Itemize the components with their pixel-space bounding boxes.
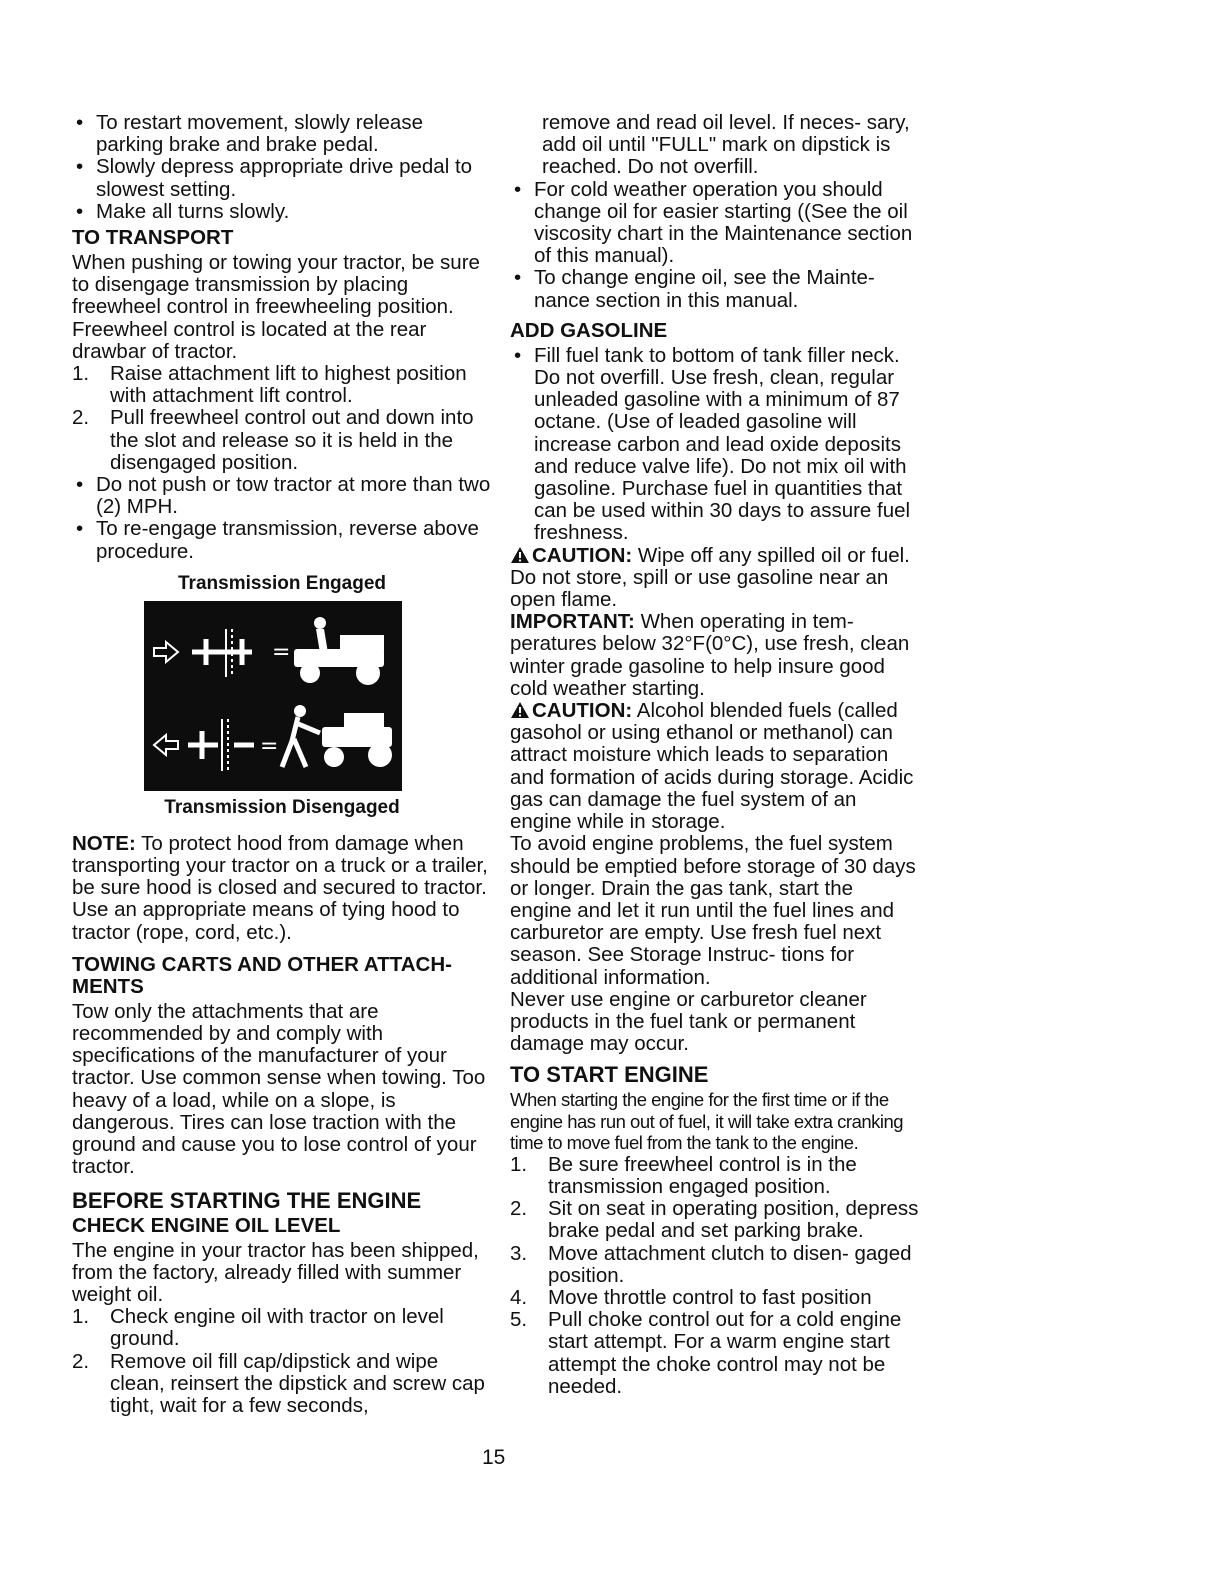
bullet-item: • Make all turns slowly.	[72, 201, 492, 223]
step-text: Pull choke control out for a cold engine start attempt. For a warm engine start attempt the choke control may not be needed.	[548, 1308, 902, 1398]
start-steps	[510, 1154, 920, 1398]
warning-icon	[510, 546, 530, 564]
step-text: Move throttle control to fast position	[548, 1286, 872, 1310]
oil-steps	[72, 1306, 492, 1417]
bullet-item: • To restart movement, slowly release parking brake and brake pedal.	[72, 112, 492, 156]
caution-fuel-paragraph	[510, 545, 920, 612]
step-number: 2.	[72, 1349, 90, 1373]
step-text: Pull freewheel control out and down into the slot and release so it is held in the disengaged position.	[110, 406, 474, 474]
step-number: 1.	[510, 1152, 528, 1176]
right-arrow-icon	[154, 642, 178, 662]
caution-text: Wipe off any spilled oil or fuel. Do not store, spill or use gasoline near an open flame.	[510, 543, 910, 612]
warning-icon	[510, 701, 530, 719]
step-item	[510, 1309, 920, 1398]
step-item	[72, 407, 492, 474]
right-column	[510, 112, 920, 1398]
step-item	[510, 1198, 920, 1242]
caution-label: CAUTION:	[532, 699, 633, 723]
bullet-item: • Fill fuel tank to bottom of tank filler neck. Do not overfill. Use fresh, clean, regular unleaded gasoline with a minimum of 87 octane. (Use of leaded gasoline will increase carbon and lead oxide deposits and reduce valve life). Do not mix oil with gasoline. Purchase fuel in quantities that can be used within 30 days to assure fuel freshness.	[510, 345, 920, 545]
restart-bullet-list	[72, 112, 492, 223]
step-text: Remove oil fill cap/dipstick and wipe clean, reinsert the dipstick and screw cap tight, wait for a few seconds,	[110, 1349, 485, 1417]
step-number: 3.	[510, 1241, 528, 1265]
step-number: 2.	[72, 406, 90, 430]
oil-continuation: remove and read oil level. If neces- sary, add oil until "FULL" mark on dipstick is reached. Do not overfill.	[542, 111, 910, 179]
never-use-cleaner-paragraph: Never use engine or carburetor cleaner products in the fuel tank or permanent damage may occur.	[510, 987, 867, 1056]
figure-caption-disengaged: Transmission Disengaged	[164, 796, 400, 818]
oil-intro: The engine in your tractor has been shipped, from the factory, already filled with summer weight oil.	[72, 1238, 479, 1306]
pushing-person-tractor-icon	[282, 705, 392, 767]
bullet-item: • To re-engage transmission, reverse above procedure.	[72, 518, 492, 562]
left-arrow-icon	[154, 735, 178, 755]
towing-text: Tow only the attachments that are recommended by and comply with specifications of the manufacturer of your tractor. Use common sense when towing. Too heavy of a load, while on a slope, is dangerous. Tires can lose traction with the ground and cause you to lose control of your tractor.	[72, 999, 486, 1179]
check-oil-heading: CHECK ENGINE OIL LEVEL	[72, 1213, 341, 1237]
important-text: When operating in tem- peratures below 32°F(0°C), use fresh, clean winter grade gasoline to help insure good cold weather starting.	[510, 610, 910, 700]
equals-sign: =	[272, 639, 291, 665]
step-number: 2.	[510, 1197, 528, 1221]
start-engine-heading: TO START ENGINE	[510, 1062, 709, 1088]
transport-steps	[72, 363, 492, 474]
bullet-item: • For cold weather operation you should change oil for easier starting ((See the oil viscosity chart in the Maintenance section of this manual).	[510, 179, 920, 268]
note-paragraph	[72, 833, 492, 944]
step-number: 1.	[72, 1305, 90, 1329]
step-text: Raise attachment lift to highest position with attachment lift control.	[110, 362, 467, 408]
avoid-problems-paragraph: To avoid engine problems, the fuel system should be emptied before storage of 30 days or longer. Drain the gas tank, start the engine and let it run until the fuel lines and carburetor are empty. Use fresh fuel next season. See Storage Instruc- tions for additional information.	[510, 832, 916, 989]
transmission-figure	[72, 573, 492, 819]
figure-caption-engaged: Transmission Engaged	[178, 572, 386, 594]
important-label: IMPORTANT:	[510, 610, 635, 634]
note-label: NOTE:	[72, 831, 136, 855]
transmission-diagram	[144, 601, 402, 791]
step-number: 5.	[510, 1308, 528, 1332]
caution-label: CAUTION:	[532, 543, 633, 567]
caution-alcohol-paragraph	[510, 700, 920, 833]
step-item	[72, 363, 492, 407]
step-item	[510, 1154, 920, 1198]
transport-heading: TO TRANSPORT	[72, 226, 234, 250]
note-text: To protect hood from damage when transporting your tractor on a truck or a trailer, be sure hood is closed and secured to tractor. Use an appropriate means of tying hood to tractor (rope, cord, etc.).	[72, 831, 488, 944]
caution-text: Alcohol blended fuels (called gasohol or using ethanol or methanol) can attract moisture which leads to separation and formation of acids during storage. Acidic gas can damage the fuel system of an engine while in storage.	[510, 699, 914, 834]
important-paragraph	[510, 611, 920, 700]
gear-disengaged-icon	[188, 719, 254, 771]
step-item	[510, 1287, 920, 1309]
page-number: 15	[482, 1446, 506, 1469]
bullet-item: • Do not push or tow tractor at more than two (2) MPH.	[72, 474, 492, 518]
add-gasoline-heading: ADD GASOLINE	[510, 318, 668, 342]
riding-tractor-icon	[294, 617, 384, 685]
start-intro: When starting the engine for the first time or if the engine has run out of fuel, it will take extra cranking time to move fuel from the tank to the engine.	[510, 1089, 904, 1154]
step-text: Sit on seat in operating position, depress brake pedal and set parking brake.	[548, 1197, 919, 1243]
step-text: Move attachment clutch to disen- gaged position.	[548, 1241, 912, 1287]
step-number: 4.	[510, 1286, 528, 1310]
step-number: 1.	[72, 362, 90, 386]
gasoline-bullet-list	[510, 345, 920, 545]
step-item	[72, 1306, 492, 1350]
step-text: Be sure freewheel control is in the transmission engaged position.	[548, 1152, 857, 1199]
oil-bullet-list	[510, 179, 920, 312]
bullet-item: • To change engine oil, see the Mainte- nance section in this manual.	[510, 267, 920, 311]
transport-bullet-list	[72, 474, 492, 563]
step-item	[72, 1351, 492, 1418]
transport-intro: When pushing or towing your tractor, be sure to disengage transmission by placing freewheel control in freewheeling position. Freewheel control is located at the rear drawbar of tractor.	[72, 251, 480, 363]
left-column	[72, 112, 492, 1417]
before-starting-heading: BEFORE STARTING THE ENGINE	[72, 1187, 422, 1213]
transmission-illustration	[144, 601, 402, 791]
towing-heading: TOWING CARTS AND OTHER ATTACH- MENTS	[72, 952, 452, 998]
gear-engaged-icon	[192, 629, 252, 677]
step-item	[510, 1243, 920, 1287]
equals-sign: =	[260, 733, 279, 759]
bullet-item: • Slowly depress appropriate drive pedal to slowest setting.	[72, 156, 492, 200]
step-text: Check engine oil with tractor on level ground.	[110, 1305, 444, 1351]
